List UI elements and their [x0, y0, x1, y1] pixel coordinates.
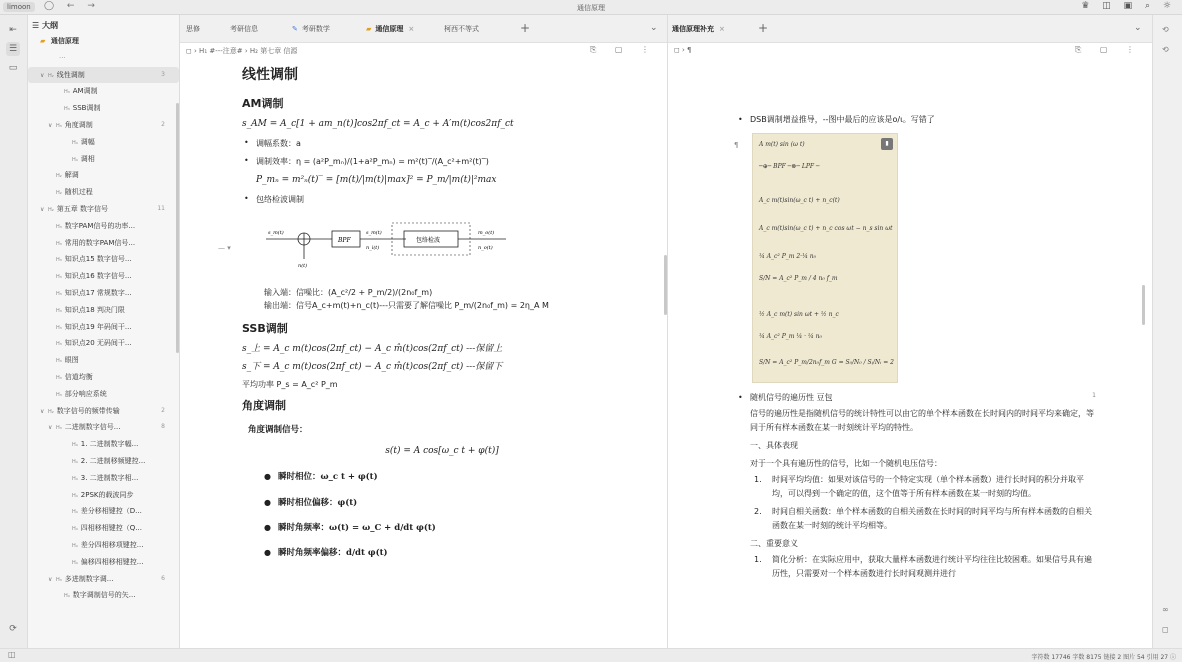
- diagram-mid-label2: n_i(t): [366, 244, 380, 251]
- outline-item-label: 1. 二进制数字幅...: [80, 440, 139, 449]
- diagram-output-label2: n_o(t): [478, 244, 493, 251]
- am-formula: s_AM = A_c[1 + am_n(t)]cos2πf_ct = A_c + A′m(t)cos2πf_ct: [242, 118, 514, 129]
- handwritten-line: ¼ A_c² P_m 2·¼ n₀: [759, 253, 817, 260]
- heading-level-tag: H₄: [72, 526, 78, 533]
- diagram-bpf-label: BPF: [338, 236, 351, 244]
- diagram-output-label: m_o(t): [478, 229, 495, 236]
- fold-marker-icon[interactable]: — ▾: [218, 244, 231, 252]
- pane-actions[interactable]: ⎘ ▢ ⋮: [1074, 45, 1142, 54]
- outline-item-label: 角度调制: [64, 120, 93, 129]
- heading-level-tag: H₃: [56, 290, 62, 297]
- outline-item[interactable]: [28, 554, 179, 571]
- graph-icon[interactable]: ∞: [1162, 605, 1169, 614]
- heading-level-tag: H₃: [56, 391, 62, 398]
- child-count: 8: [161, 423, 165, 431]
- tab-label: 考研数学: [301, 25, 330, 33]
- tab-label: 通信原理补充: [672, 25, 714, 33]
- ssb-upper-formula: s_上 = A_c m(t)cos(2πf_ct) − A_c m̂(t)cos(2πf_ct) ---保留上: [242, 344, 503, 354]
- bullet-modulation-index: • 调幅系数：a: [242, 138, 642, 150]
- outline-item[interactable]: [28, 319, 179, 336]
- pilcrow-icon: ¶: [734, 141, 739, 149]
- outline-item-label: 知识点17 常规数字...: [64, 288, 132, 297]
- outline-item-label: 部分响应系统: [64, 389, 107, 398]
- heading-level-tag: H₄: [72, 156, 78, 163]
- outline-header-icon: ☰: [32, 21, 40, 30]
- chevron-down-icon[interactable]: ∨: [48, 424, 53, 432]
- bullet-instant-frequency: ● 瞬时角频率：ω(t) = ω_C + d/dt φ(t): [242, 522, 642, 535]
- snr-output: 输出端：信号A_c+m(t)+n_c(t)---只需要了解信噪比 P_m/(2n₀f_m) = 2η_A M: [264, 300, 549, 310]
- tab-list-chevron-icon[interactable]: ⌄: [650, 23, 658, 33]
- pm-formula: P_mₙ = m²ₙ(t)‾ = [m(t)/|m(t)|max]² = P_m/|m(t)|²max: [256, 175, 497, 186]
- ergodicity-paragraph: 信号的遍历性是指随机信号的统计特性可以由它的单个样本函数在长时间内的时间平均来确定，等同于所有样本函数在某一时刻统计平均的特性。: [750, 409, 1094, 432]
- folder-icon: ▰: [366, 25, 372, 33]
- diagram-input-label: s_m(t): [268, 229, 284, 236]
- outline-item[interactable]: [28, 251, 179, 268]
- sidebar-scrollbar[interactable]: [176, 103, 179, 353]
- outline-icon[interactable]: ☰: [6, 42, 20, 56]
- pane-actions[interactable]: ⎘ ▢ ⋮: [589, 45, 657, 54]
- ordered-item-text: 时间自相关函数：单个样本函数的自相关函数在长时间的时间平均与所有样本函数的自相关函数在某一时刻的统计平均相等。: [772, 507, 1092, 530]
- heading-am: AM调制: [242, 96, 284, 110]
- handwritten-line: ½ A_c m(t) sin ωt + ½ n_c: [759, 311, 839, 318]
- outline-item[interactable]: [28, 201, 179, 218]
- outline-item[interactable]: [28, 571, 179, 588]
- new-tab-button[interactable]: +: [520, 21, 531, 35]
- handwritten-line: ¼ A_c² P_m ¼ · ¼ n₀: [759, 333, 822, 340]
- heading-level-tag: H₄: [72, 139, 78, 146]
- breadcrumb: [668, 43, 1152, 59]
- heading-angle-modulation: 角度调制: [242, 399, 286, 413]
- outline-item[interactable]: [28, 503, 179, 520]
- outline-item-label: 四相移相键控（Q...: [80, 524, 142, 533]
- right-pane-scrollbar[interactable]: [1142, 285, 1145, 325]
- left-editor-pane: [180, 15, 668, 648]
- outline-item-label: AM调制: [72, 87, 98, 96]
- average-power-text: 平均功率 P_s = A_c² P_m: [242, 379, 338, 389]
- outline-item-label: 二进制数字信号...: [64, 423, 121, 432]
- outline-item-label: 多进制数字调...: [64, 574, 114, 583]
- outline-item[interactable]: [28, 167, 179, 184]
- backlinks-icon[interactable]: ⟲: [1162, 25, 1169, 34]
- heading-level-tag: H₂: [48, 72, 54, 79]
- outline-item[interactable]: [28, 117, 179, 134]
- tab-item[interactable]: [444, 24, 479, 36]
- chevron-down-icon[interactable]: ∨: [40, 407, 45, 415]
- tab-list-chevron-icon[interactable]: ⌄: [1134, 23, 1142, 33]
- new-tab-button[interactable]: +: [758, 21, 769, 35]
- close-icon[interactable]: ×: [408, 25, 415, 33]
- outline-tree: [28, 33, 179, 604]
- bullet-instant-phase: ● 瞬时相位：ω_c t + φ(t): [242, 471, 642, 484]
- supplement-document-body: [734, 113, 1098, 585]
- left-pane-scrollbar[interactable]: [664, 255, 667, 315]
- handwritten-notes-image[interactable]: [752, 133, 898, 383]
- tab-label: 思修: [186, 25, 200, 33]
- heading-level-tag: H₃: [56, 341, 62, 348]
- document-stats: 字符数 17746 字数 8175 链接 2 图片 54 引用 27 ⓘ: [1031, 654, 1176, 661]
- close-icon[interactable]: ×: [719, 25, 725, 33]
- heading-level-tag: H₃: [56, 240, 62, 247]
- heading-level-tag: H₂: [48, 408, 54, 415]
- outline-item-label: 2. 二进制移频键控...: [80, 456, 146, 465]
- outline-item-label: 第五章 数字信号: [56, 204, 108, 213]
- outline-item[interactable]: [28, 537, 179, 554]
- pencil-icon: ✎: [292, 25, 298, 33]
- right-editor-pane: [668, 15, 1152, 648]
- outline-header: [28, 15, 179, 33]
- note-icon[interactable]: ◻: [1162, 625, 1169, 634]
- breadcrumb: [180, 43, 667, 59]
- envelope-detector-diagram: [266, 219, 506, 275]
- outline-item[interactable]: [28, 453, 179, 470]
- ordered-item-text: 时间平均均值：如果对该信号的一个特定实现（单个样本函数）进行长时间的积分并取平均，可以得到一个确定的值，这个值等于所有样本函数在某一时刻的均值。: [772, 475, 1084, 498]
- status-bar: [0, 648, 1182, 662]
- heading-level-tag: H₄: [72, 559, 78, 566]
- child-count: 11: [157, 204, 165, 212]
- child-count: 2: [161, 406, 165, 414]
- heading-level-tag: H₃: [56, 324, 62, 331]
- outline-item[interactable]: [28, 285, 179, 302]
- section1-intro: 对于一个具有遍历性的信号，比如一个随机电压信号：: [750, 459, 942, 468]
- heading-level-tag: H₄: [72, 492, 78, 499]
- outline-item-label: 通信原理: [50, 37, 79, 45]
- outline-item-label: 线性调制: [56, 70, 85, 79]
- sync-icon[interactable]: ⟳: [9, 624, 17, 634]
- ordered-item: 1. 简化分析：在实际应用中，获取大量样本函数进行统计平均往往比较困难。如果信号具有遍历性，只需要对一个样本函数进行长时间观测并进行: [754, 555, 1092, 578]
- outline-item[interactable]: [28, 436, 179, 453]
- chevron-down-icon[interactable]: ∨: [40, 71, 45, 79]
- navigation-buttons[interactable]: ◯ ← →: [44, 1, 100, 11]
- outline-item[interactable]: [28, 587, 179, 604]
- outline-item-label: 解调: [64, 171, 79, 180]
- outline-item-label: 知识点20 无码间干...: [64, 339, 132, 348]
- section-significance: 二、重要意义: [750, 539, 798, 548]
- outline-item[interactable]: [28, 520, 179, 537]
- outline-sidebar: [28, 15, 180, 648]
- outline-item[interactable]: [28, 335, 179, 352]
- outgoing-links-icon[interactable]: ⟲: [1162, 45, 1169, 54]
- block-diagram: [266, 219, 642, 279]
- left-ribbon: [0, 15, 28, 648]
- tab-item[interactable]: [230, 24, 258, 36]
- heading-level-tag: H₃: [56, 274, 62, 281]
- outline-item-label: 数字PAM信号的功率...: [64, 221, 136, 230]
- bullet-dsb-gain: • DSB调制增益推导，--图中最后的应该是ο/ι。写错了: [738, 113, 1098, 127]
- workspace-switcher[interactable]: limoon: [3, 2, 35, 12]
- handwritten-line: A m(t) sin (ω t): [759, 141, 805, 148]
- outline-item[interactable]: [28, 419, 179, 436]
- heading-level-tag: H₃: [64, 106, 70, 113]
- tab-label: 柯西不等式: [444, 25, 479, 33]
- outline-item[interactable]: [28, 67, 179, 84]
- heading-level-tag: H₄: [72, 542, 78, 549]
- outline-item[interactable]: [28, 470, 179, 487]
- bullet-instant-phase-deviation: ● 瞬时相位偏移：φ(t): [242, 497, 642, 510]
- diagram-detector-label: 包络检波: [416, 236, 441, 244]
- tab-label: 考研信息: [230, 25, 258, 33]
- right-ribbon: [1152, 15, 1182, 648]
- heading-level-tag: H₂: [56, 173, 62, 180]
- handwritten-line: S/N = A_c² P_m/2n₀f_m G = S₀/N₀ / Sᵢ/Nᵢ = 2: [759, 359, 894, 366]
- sidebar-toggle-icon[interactable]: ⇤: [9, 25, 17, 35]
- heading-level-tag: H₄: [72, 458, 78, 465]
- outline-item[interactable]: [28, 369, 179, 386]
- breadcrumb-path[interactable]: ◻ › ¶: [674, 46, 692, 54]
- angle-signal-label: 角度调制信号：: [248, 425, 308, 436]
- outline-item[interactable]: [28, 235, 179, 252]
- image-menu-icon[interactable]: ▮: [881, 138, 893, 150]
- outline-item[interactable]: [28, 134, 179, 151]
- outline-item-label: 数字信号的频带传输: [56, 406, 120, 415]
- outline-item-label: SSB调制: [72, 104, 101, 113]
- tab-item[interactable]: [292, 24, 330, 36]
- outline-item-label: 知识点16 数字信号...: [64, 272, 132, 281]
- child-count: 2: [161, 120, 165, 128]
- handwritten-line: S/N = A_c² P_m / 4 n₀ f_m: [759, 275, 838, 282]
- tab-item[interactable]: [186, 24, 200, 36]
- heading-level-tag: H₄: [72, 475, 78, 482]
- outline-item-label: 知识点15 数字信号...: [64, 255, 132, 264]
- outline-item-label: 3. 二进制数字相...: [80, 473, 139, 482]
- handwritten-line: A_c m(t)sin(ω_c t) + n_c(t): [759, 197, 840, 204]
- ordered-item-text: 简化分析：在实际应用中，获取大量样本函数进行统计平均往往比较困难。如果信号具有遍历性，只需要对一个样本函数进行长时间观测并进行: [772, 555, 1092, 578]
- ordered-item: 2. 时间自相关函数：单个样本函数的自相关函数在长时间的时间平均与所有样本函数的自相关函数在某一时刻的统计平均相等。: [754, 507, 1092, 530]
- outline-item-label: 随机过程: [64, 188, 93, 197]
- ergodicity-title: 随机信号的遍历性 豆包: [750, 393, 833, 402]
- outline-item[interactable]: [28, 352, 179, 369]
- outline-item-label: 2PSK的载波同步: [80, 490, 134, 499]
- outline-item[interactable]: [28, 151, 179, 168]
- outline-item-label: 知识点19 年码间干...: [64, 322, 132, 331]
- outline-item[interactable]: [28, 386, 179, 403]
- heading-level-tag: H₃: [56, 358, 62, 365]
- diagram-noise-label: n(t): [298, 262, 308, 269]
- outline-item[interactable]: [28, 487, 179, 504]
- heading-level-tag: H₄: [64, 593, 70, 600]
- right-tab-bar: [668, 15, 1152, 43]
- tab-comm-supplement[interactable]: [672, 24, 725, 36]
- document-body: [242, 65, 642, 560]
- outline-header-title: 大纲: [41, 21, 58, 30]
- outline-item-label: 差分移相键控（D...: [80, 507, 142, 516]
- outline-item[interactable]: [28, 403, 179, 420]
- heading-level-tag: H₃: [56, 223, 62, 230]
- heading-level-tag: H₄: [72, 442, 78, 449]
- chevron-down-icon[interactable]: ∨: [40, 205, 45, 213]
- titlebar-actions[interactable]: ♛ ◫ ▣ ⌕ ☼: [1081, 1, 1176, 11]
- title-bar: [0, 0, 1182, 15]
- outline-item[interactable]: [28, 33, 179, 50]
- heading-level-tag: H₃: [64, 89, 70, 96]
- outline-item[interactable]: [28, 50, 179, 67]
- handwritten-line: A_c m(t)sin(ω_c t) + n_c cos ωt − n_s sin ωt: [759, 225, 893, 232]
- left-tab-bar: [180, 15, 667, 43]
- heading-linear-modulation: 线性调制: [242, 67, 298, 83]
- bullet-modulation-efficiency: • 调制效率：η = (a²P_mₙ)/(1+a²P_mₙ) = m²(t)‾/(A_c²+m²(t)‾): [242, 156, 642, 168]
- outline-item-label: 差分四相移项键控...: [80, 540, 144, 549]
- heading-level-tag: H₃: [56, 374, 62, 381]
- handwritten-line: ─⊕─ BPF ─⊗─ LPF ─: [759, 163, 820, 170]
- outline-item-label: 调幅: [80, 137, 95, 146]
- outline-item[interactable]: [28, 302, 179, 319]
- outline-item-label: 调相: [80, 154, 95, 163]
- heading-level-tag: H₂: [56, 190, 62, 197]
- breadcrumb-path[interactable]: ◻ › H₁ #---注意# › H₂ 第七章 信源: [186, 47, 298, 55]
- bullet-instant-frequency-deviation: ● 瞬时角频率偏移：d/dt φ(t): [242, 547, 642, 560]
- chevron-down-icon[interactable]: ∨: [48, 575, 53, 583]
- tab-label: 通信原理: [375, 25, 404, 33]
- bullet-ergodicity: [738, 391, 1098, 405]
- outline-item[interactable]: [28, 83, 179, 100]
- heading-level-tag: H₄: [72, 509, 78, 516]
- section-specific-manifestation: 一、具体表现: [750, 441, 798, 450]
- tab-item[interactable]: [366, 24, 414, 36]
- heading-level-tag: H₃: [56, 425, 62, 432]
- outline-item-label: 信道均衡: [64, 372, 93, 381]
- folder-icon: ▰: [40, 37, 48, 45]
- outline-item-label: 偏移四相移相键控...: [80, 557, 144, 566]
- ordered-item: 1. 时间平均均值：如果对该信号的一个特定实现（单个样本函数）进行长时间的积分并取平均，可以得到一个确定的值，这个值等于所有样本函数在某一时刻的均值。: [754, 475, 1084, 498]
- reference-count-badge[interactable]: 1: [1092, 392, 1096, 399]
- outline-item[interactable]: [28, 184, 179, 201]
- chevron-down-icon[interactable]: ∨: [48, 121, 53, 129]
- outline-item-label: 常用的数字PAM信号...: [64, 238, 136, 247]
- ssb-lower-formula: s_下 = A_c m(t)cos(2πf_ct) − A_c m̂(t)cos(2πf_ct) ---保留下: [242, 361, 503, 372]
- diagram-mid-label: s_m(t): [366, 229, 382, 236]
- snr-input: 输入端：信噪比：(A_c²/2 + P_m/2)/(2n₀f_m): [264, 288, 433, 298]
- outline-item[interactable]: [28, 268, 179, 285]
- heading-level-tag: H₃: [56, 307, 62, 314]
- heading-level-tag: H₂: [48, 206, 54, 213]
- outline-item-label: 眼图: [64, 356, 79, 365]
- angle-formula: s(t) = A cos[ω_c t + φ(t)]: [385, 446, 499, 457]
- outline-item[interactable]: [28, 100, 179, 117]
- outline-item-label: ···: [59, 53, 66, 62]
- child-count: 3: [161, 70, 165, 78]
- heading-level-tag: H₃: [56, 257, 62, 264]
- bullet-envelope-detection: • 包络检波调制: [242, 194, 642, 206]
- child-count: 6: [161, 574, 165, 582]
- outline-item-label: 数字调制信号的矢...: [72, 591, 136, 600]
- heading-ssb: SSB调制: [242, 321, 288, 335]
- outline-item-label: 知识点18 判决门限: [64, 305, 125, 314]
- heading-level-tag: H₃: [56, 122, 62, 129]
- heading-level-tag: H₃: [56, 576, 62, 583]
- calendar-icon[interactable]: ▭: [8, 63, 18, 73]
- window-title: 通信原理: [577, 4, 605, 12]
- outline-item[interactable]: [28, 218, 179, 235]
- help-icon[interactable]: ◫: [8, 650, 16, 659]
